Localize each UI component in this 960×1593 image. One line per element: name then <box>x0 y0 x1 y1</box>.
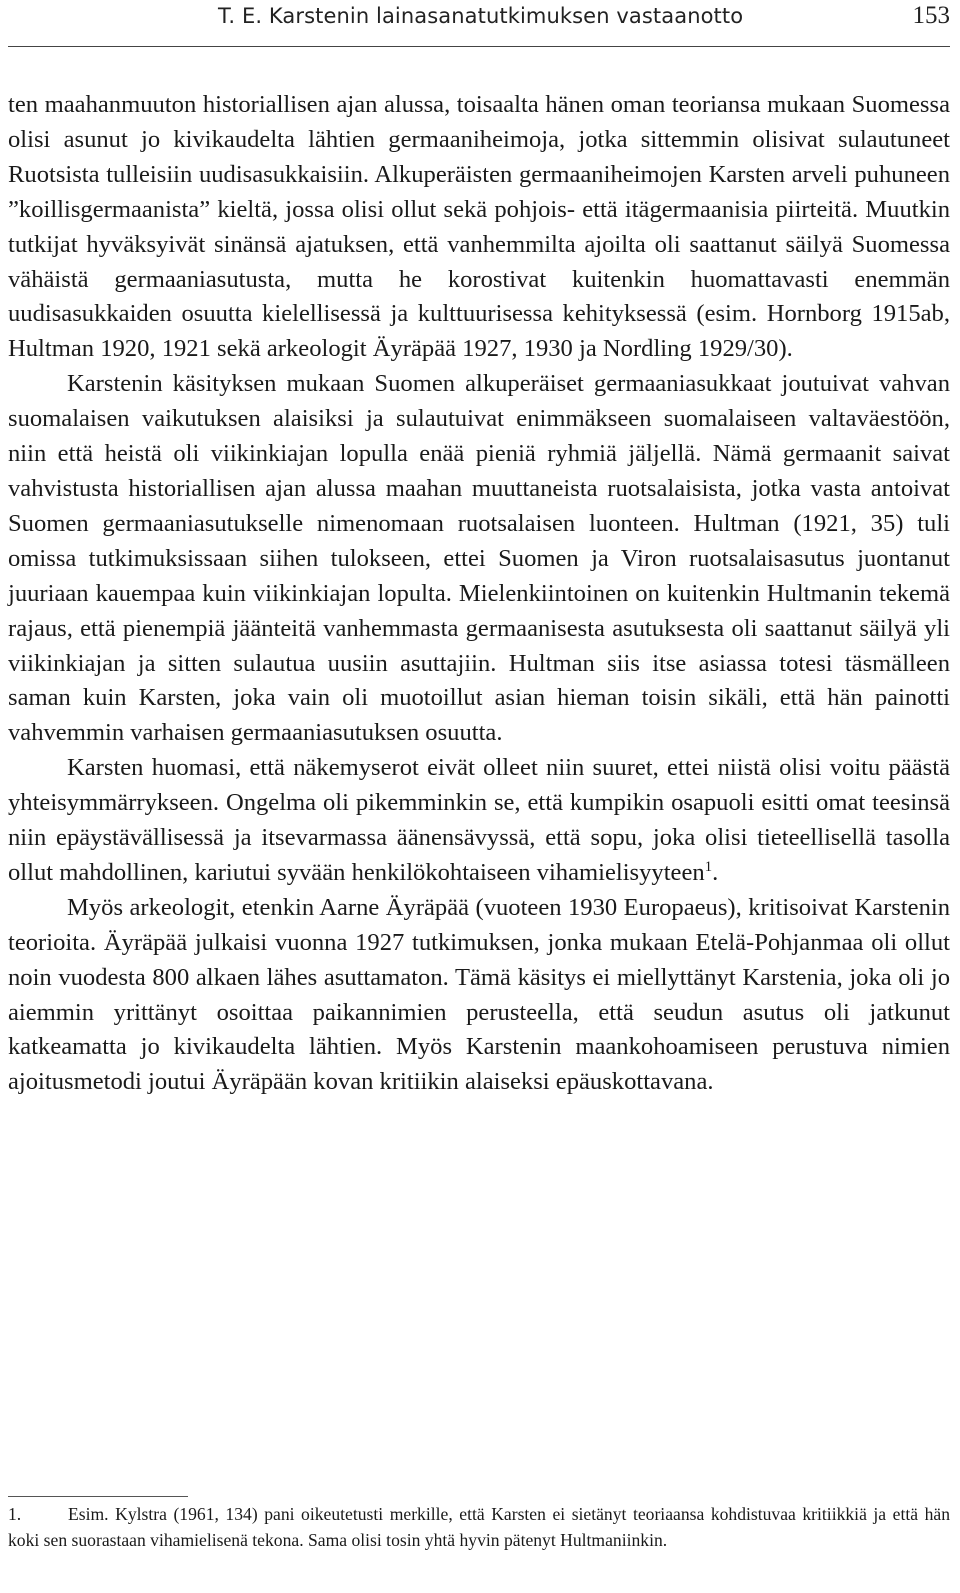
footnote-rule <box>8 1496 188 1497</box>
body-text <box>8 88 950 1100</box>
footnote-number: 1. <box>8 1504 22 1524</box>
footnotes <box>8 1502 950 1553</box>
paragraph-3 <box>8 751 950 891</box>
paragraph-3-end: . <box>712 858 719 886</box>
paragraph-3-text: Karsten huomasi, että näkemyserot eivät olleet niin suuret, ettei niistä olisi voitu päästä yhteisymmärrykseen. Ongelma oli pikemminkin se, että kumpikin osapuoli esitti omat teesinsä niin epäystävällisessä ja itsevarmassa äänensävyssä, että sopu, joka olisi tieteellisellä tasolla ollut mahdollinen, kariutui syvään henkilökohtaiseen vihamielisyyteen <box>8 754 950 886</box>
footnote-text: Esim. Kylstra (1961, 134) pani oikeutetusti merkille, että Karsten ei sietänyt teoriaansa kohdistuvaa kritiikkiä ja että hän koki sen suorastaan vihamielisenä tekona. Sama olisi tosin yhtä hyvin pätenyt Hultmaniinkin. <box>8 1504 950 1550</box>
footnote-reference[interactable]: 1 <box>704 858 713 875</box>
paragraph-2: Karstenin käsityksen mukaan Suomen alkuperäiset germaaniasukkaat joutuivat vahvan suomalaisen vaikutuksen alaisiksi ja sulautuivat enimmäkseen suomalaiseen valtaväestöön, niin että heistä oli viikinkiajan lopulla enää pieniä ryhmiä jäljellä. Nämä germaanit saivat vahvistusta historiallisen ajan alussa maahan muuttaneista ruotsalaisista, jotka vasta antoivat Suomen germaaniasutukselle nimenomaan ruotsalaisen luonteen. Hultman (1921, 35) tuli omissa tutkimuksissaan siihen tulokseen, ettei Suomen ja Viron ruotsalaisasutus juontanut juuriaan kauempaa kuin viikinkiajan lopulta. Mielenkiintoinen on kuitenkin Hultmanin tekemä rajaus, että pienempiä jäänteitä vanhemmasta germaanisesta asutuksesta oli saattanut säilyä yli viikinkiajan ja sitten sulautua uusiin asuttajiin. Hultman siis itse asiassa totesi täsmälleen saman kuin Karsten, joka vain oli muotoillut asian hieman toisin sikäli, että hän painotti vahvemmin varhaisen germaaniasutuksen osuutta. <box>8 370 950 747</box>
footnote <box>8 1502 950 1553</box>
running-title: T. E. Karstenin lainasanatutkimuksen vastaanotto <box>218 4 744 28</box>
paragraph-1: ten maahanmuuton historiallisen ajan alussa, toisaalta hänen oman teoriansa mukaan Suomessa olisi asunut jo kivikaudelta lähtien germaaniheimoja, jotka sittemmin olisivat sulautuneet Ruotsista tulleisiin uudisasukkaisiin. Alkuperäisten germaaniheimojen Karsten arveli puhuneen ”koillisgermaanista” kieltä, jossa olisi ollut sekä pohjois- että itägermaanisia piirteitä. Muutkin tutkijat hyväksyivät sinänsä ajatuksen, että vanhemmilta ajoilta oli saattanut säilyä Suomessa vähäistä germaaniasutusta, mutta he korostivat kuitenkin huomattavasti enemmän uudisasukkaiden osuutta kielellisessä ja kulttuurisessa kehityksessä (esim. Hornborg 1915ab, Hultman 1920, 1921 sekä arkeologit Äyräpää 1927, 1930 ja Nordling 1929/30). <box>8 91 950 363</box>
paragraph-4: Myös arkeologit, etenkin Aarne Äyräpää (vuoteen 1930 Europaeus), kritisoivat Karstenin teorioita. Äyräpää julkaisi vuonna 1927 tutkimuksen, jonka mukaan Etelä-Pohjanmaa oli ollut noin vuodesta 800 alkaen lähes asuttamaton. Tämä käsitys ei miellyttänyt Karstenia, joka oli jo aiemmin yrittänyt osoittaa paikannimien perusteella, että seudun asutus oli jatkunut katkeamatta jo kivikaudelta lähtien. Myös Karstenin maankohoamiseen perustuva nimien ajoitusmetodi joutui Äyräpään kovan kritiikin alaiseksi epäuskottavana. <box>8 893 950 1096</box>
page-number: 153 <box>912 2 950 29</box>
header-rule <box>8 46 950 47</box>
running-header <box>218 2 950 36</box>
